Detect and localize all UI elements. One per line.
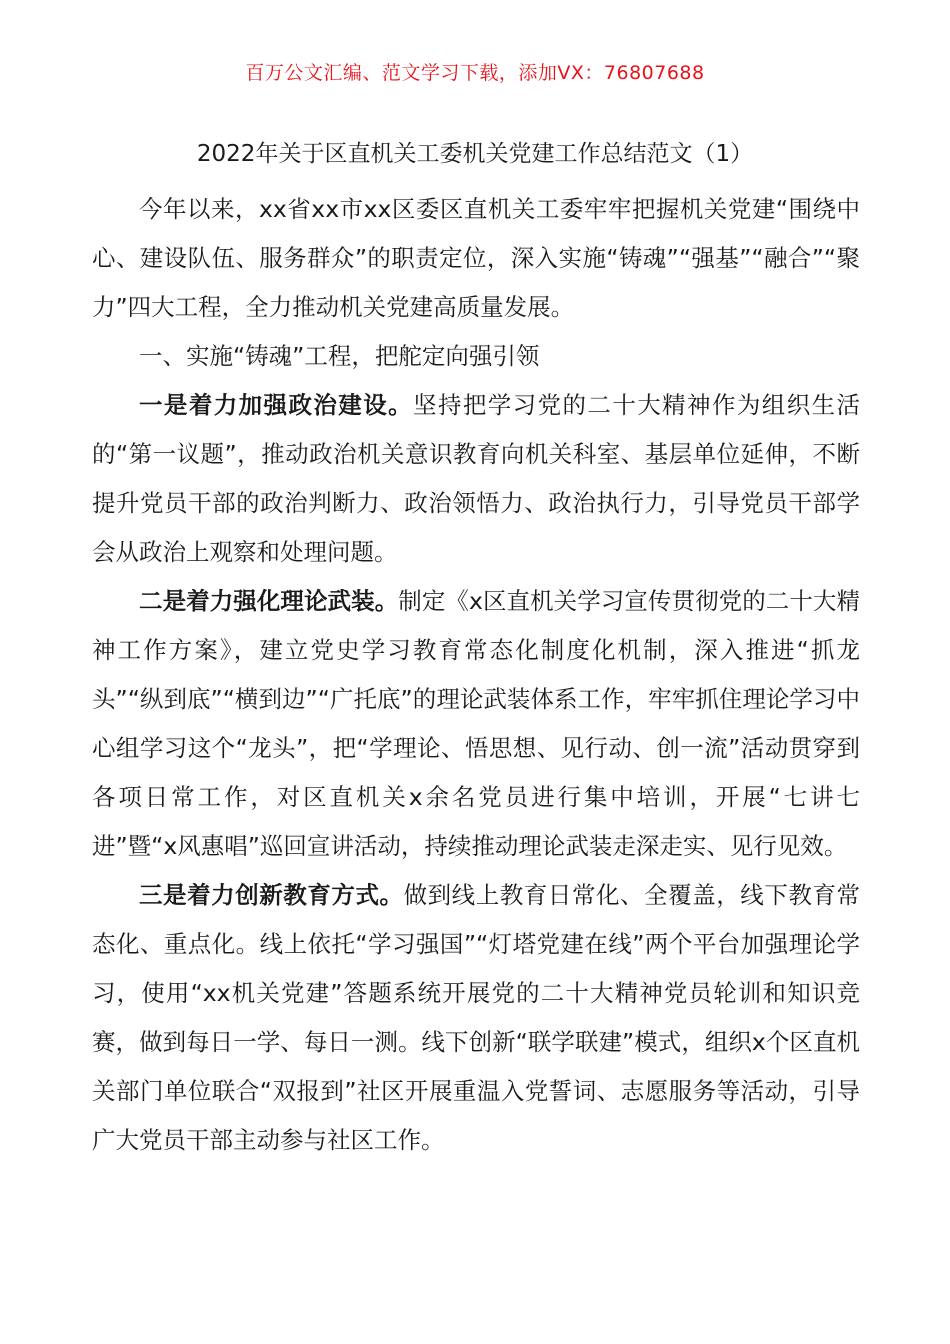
paragraph-education-innovation — [92, 871, 860, 1165]
section-heading-1: 一、实施“铸魂”工程，把舵定向强引领 — [139, 342, 540, 370]
paragraph-political-building — [92, 381, 860, 577]
paragraph-text: 坚持把学习党的二十大精神作为组织生活的“第一议题”，推动政治机关意识教育向机关科室、基层单位延伸，不断提升党员干部的政治判断力、政治领悟力、政治执行力，引导党员干部学会从政治上观察和处理问题。 — [92, 391, 861, 566]
paragraph-text: 制定《x区直机关学习宣传贯彻党的二十大精神工作方案》，建立党史学习教育常态化制度化机制，深入推进“抓龙头”“纵到底”“横到边”“广托底”的理论武装体系工作，牢牢抓住理论学习中心组学习这个“龙头”，把“学理论、悟思想、见行动、创一流”活动贯穿到各项日常工作，对区直机关x余名党员进行集中培训，开展“七讲七进”暨“x风惠唱”巡回宣讲活动，持续推动理论武装走深走实、见行见效。 — [92, 587, 860, 860]
document-body — [92, 185, 860, 1165]
paragraph-text: 做到线上教育日常化、全覆盖，线下教育常态化、重点化。线上依托“学习强国”“灯塔党建在线”两个平台加强理论学习，使用“xx机关党建”答题系统开展党的二十大精神党员轮训和知识竞赛，做到每日一学、每日一测。线下创新“联学联建”模式，组织x个区直机关部门单位联合“双报到”社区开展重温入党誓词、志愿服务等活动，引导广大党员干部主动参与社区工作。 — [92, 881, 861, 1154]
paragraph-lead: 三是着力创新教育方式。 — [139, 881, 404, 909]
intro-paragraph: 今年以来，xx省xx市xx区委区直机关工委牢牢把握机关党建“围绕中心、建设队伍、服务群众”的职责定位，深入实施“铸魂”“强基”“融合”“聚力”四大工程，全力推动机关党建高质量发展。 — [92, 195, 860, 321]
header-watermark-note: 百万公文汇编、范文学习下载，添加VX：76807688 — [245, 62, 705, 84]
paragraph-theory-armament — [92, 577, 860, 871]
document-title: 2022年关于区直机关工委机关党建工作总结范文（1） — [196, 141, 754, 167]
paragraph-lead: 二是着力强化理论武装。 — [139, 587, 399, 615]
paragraph-lead: 一是着力加强政治建设。 — [139, 391, 414, 419]
